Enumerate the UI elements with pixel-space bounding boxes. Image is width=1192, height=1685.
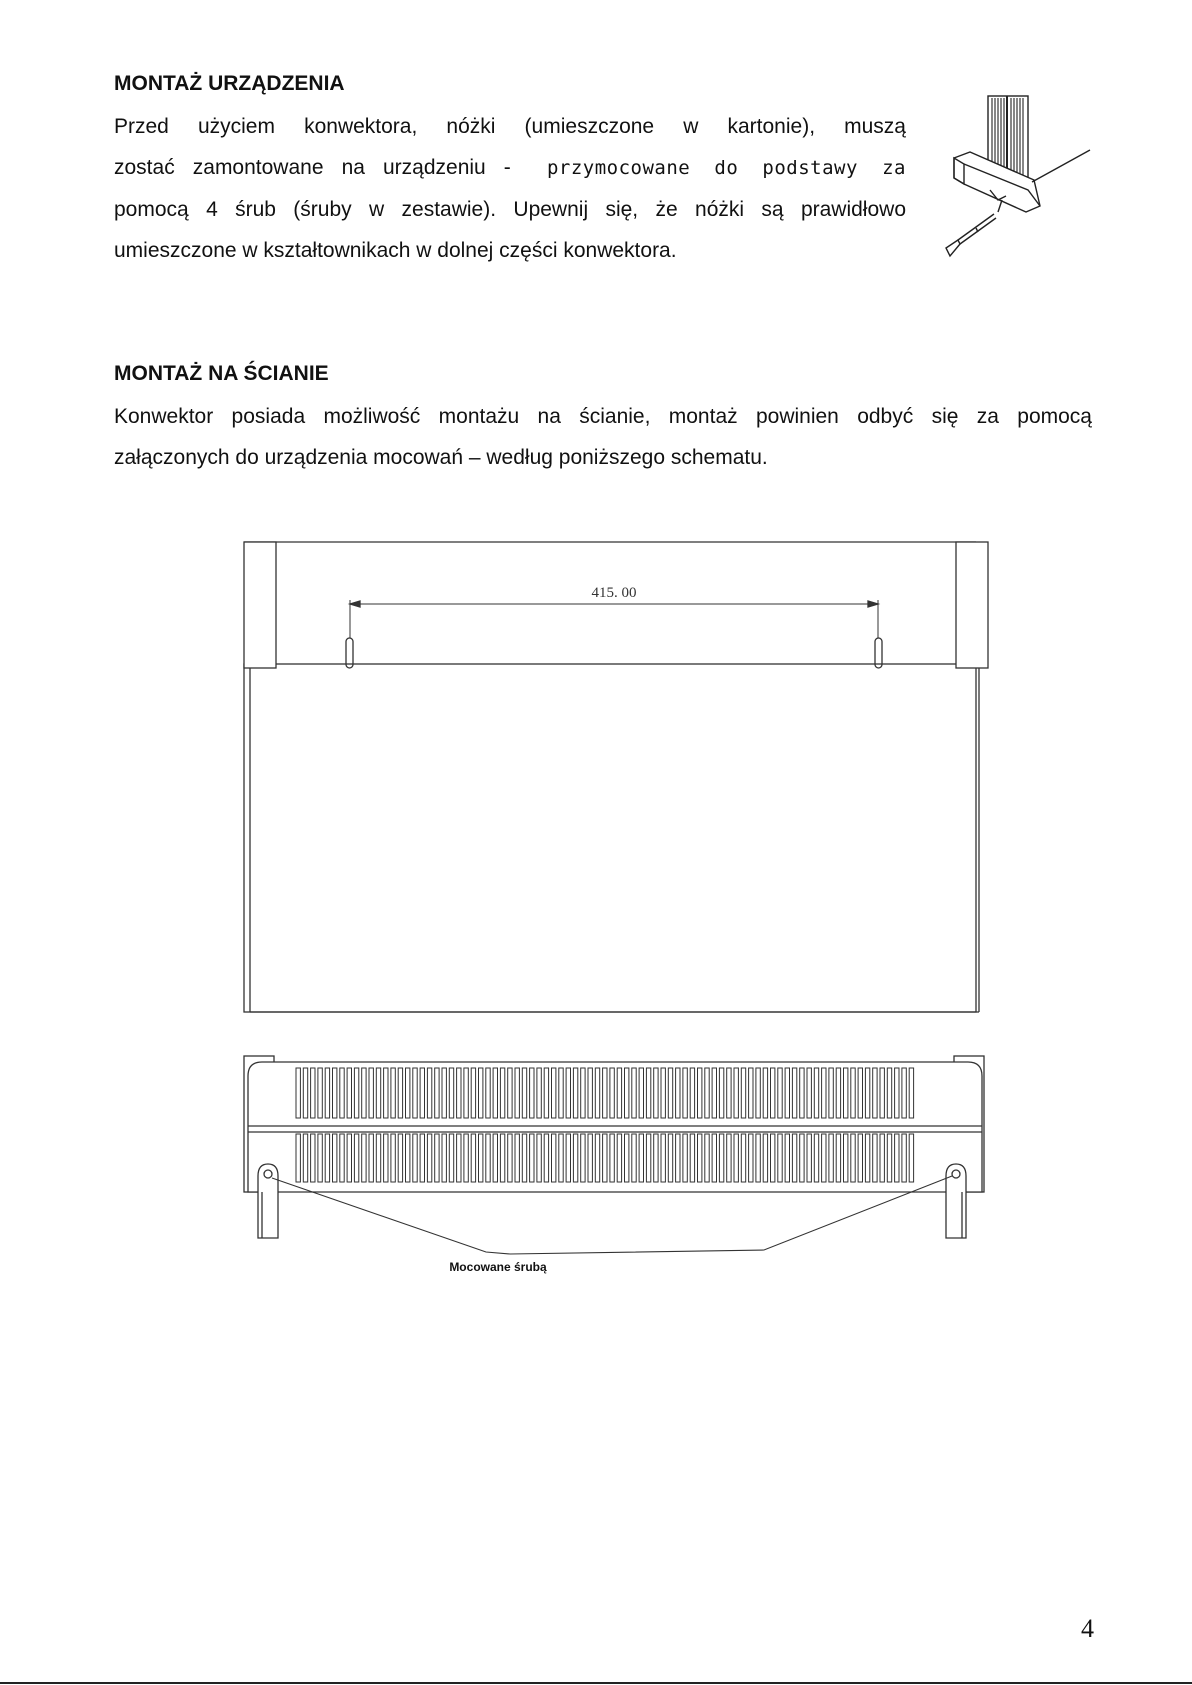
- grille-housing: [248, 1062, 982, 1192]
- dimension-label: 415. 00: [591, 585, 637, 601]
- convector-body: [244, 664, 976, 1012]
- convector-front-view-diagram: [238, 538, 994, 1016]
- assembly-line-2: [114, 147, 906, 189]
- bottom-rule: [0, 1682, 1192, 1684]
- feet-mounting-illustration: [936, 90, 1092, 270]
- wall-mounting-paragraph: [114, 396, 1092, 478]
- wall-line-1: Konwektor posiada możliwość montażu na ścianie, montaż powinien odbyć się za pomocą: [114, 405, 1092, 428]
- left-side-bracket: [244, 542, 276, 668]
- convector-bottom-view-diagram: [238, 1052, 994, 1258]
- page-number: 4: [1081, 1614, 1094, 1643]
- screw-caption: Mocowane śrubą: [449, 1260, 547, 1274]
- wall-line-2: załączonych do urządzenia mocowań – według poniższego schematu.: [114, 446, 768, 469]
- right-foot: [946, 1164, 966, 1238]
- assembly-line-1: Przed użyciem konwektora, nóżki (umieszczone w kartonie), muszą: [114, 115, 906, 138]
- assembly-line-4: umieszczone w kształtownikach w dolnej części konwektora.: [114, 239, 677, 262]
- section-heading-wall-mounting: MONTAŻ NA ŚCIANIE: [114, 362, 329, 385]
- section-heading-assembly: MONTAŻ URZĄDZENIA: [114, 72, 345, 95]
- right-side-bracket: [956, 542, 988, 668]
- assembly-line-2-b: przymocowane do podstawy za: [546, 157, 906, 179]
- assembly-paragraph: [114, 106, 906, 271]
- left-foot: [258, 1164, 278, 1238]
- assembly-line-3: pomocą 4 śrub (śruby w zestawie). Upewnij się, że nóżki są prawidłowo: [114, 198, 906, 221]
- assembly-line-2-a: zostać zamontowane na urządzeniu -: [114, 156, 511, 179]
